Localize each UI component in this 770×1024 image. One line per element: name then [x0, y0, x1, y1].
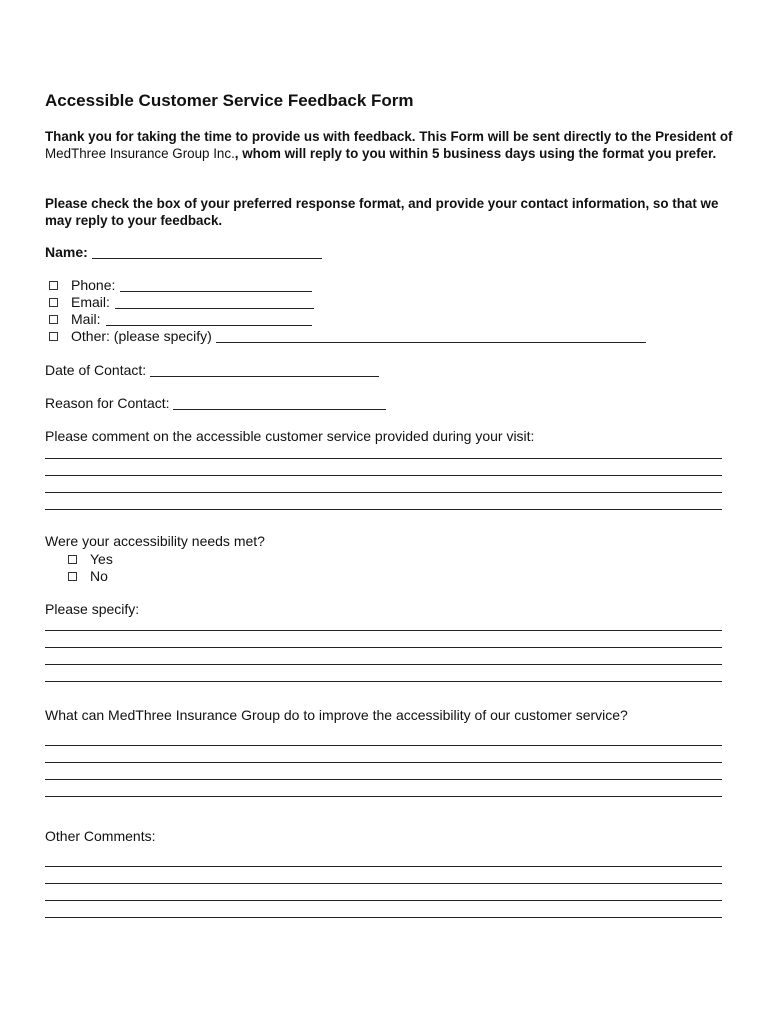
- phone-field[interactable]: [120, 291, 312, 292]
- name-label: Name:: [45, 244, 88, 260]
- phone-checkbox[interactable]: [49, 281, 58, 290]
- other-label: Other: (please specify): [71, 328, 212, 344]
- specify-line-2[interactable]: [45, 647, 722, 648]
- company-name: MedThree Insurance Group Inc.: [45, 146, 235, 161]
- other-checkbox[interactable]: [49, 332, 58, 341]
- date-label: Date of Contact:: [45, 362, 147, 378]
- improve-line-4[interactable]: [45, 796, 722, 797]
- other-comments-label: Other Comments:: [45, 828, 156, 844]
- improve-line-2[interactable]: [45, 762, 722, 763]
- name-field[interactable]: [92, 258, 322, 259]
- comment-line-3[interactable]: [45, 492, 722, 493]
- specify-line-1[interactable]: [45, 630, 722, 631]
- other-comments-line-4[interactable]: [45, 917, 722, 918]
- other-field[interactable]: [216, 342, 646, 343]
- email-checkbox[interactable]: [49, 298, 58, 307]
- no-label: No: [90, 568, 108, 584]
- comment-line-4[interactable]: [45, 509, 722, 510]
- other-comments-line-2[interactable]: [45, 883, 722, 884]
- mail-label: Mail:: [71, 311, 101, 327]
- no-checkbox[interactable]: [68, 572, 77, 581]
- intro-text-1: Thank you for taking the time to provide us with feedback. This Form will be sent directly to the President of: [45, 129, 733, 144]
- specify-line-4[interactable]: [45, 681, 722, 682]
- improve-question: What can MedThree Insurance Group do to improve the accessibility of our customer service?: [45, 707, 628, 723]
- comment-line-1[interactable]: [45, 458, 722, 459]
- other-comments-line-1[interactable]: [45, 866, 722, 867]
- mail-checkbox[interactable]: [49, 315, 58, 324]
- yes-label: Yes: [90, 551, 113, 567]
- email-label: Email:: [71, 294, 110, 310]
- comment-line-2[interactable]: [45, 475, 722, 476]
- specify-line-3[interactable]: [45, 664, 722, 665]
- improve-line-3[interactable]: [45, 779, 722, 780]
- other-comments-line-3[interactable]: [45, 900, 722, 901]
- intro-paragraph: [45, 128, 735, 162]
- yes-checkbox[interactable]: [68, 555, 77, 564]
- reason-label: Reason for Contact:: [45, 395, 170, 411]
- mail-field[interactable]: [106, 325, 312, 326]
- specify-prompt: Please specify:: [45, 601, 140, 617]
- phone-label: Phone:: [71, 277, 116, 293]
- instruction-paragraph: Please check the box of your preferred response format, and provide your contact information, so that we may reply to your feedback.: [45, 196, 719, 228]
- email-field[interactable]: [115, 308, 314, 309]
- comment-prompt: Please comment on the accessible customer service provided during your visit:: [45, 428, 535, 444]
- needs-question: Were your accessibility needs met?: [45, 533, 265, 549]
- form-title: Accessible Customer Service Feedback Form: [45, 91, 414, 110]
- reason-field[interactable]: [173, 409, 386, 410]
- improve-line-1[interactable]: [45, 745, 722, 746]
- intro-text-2: , whom will reply to you within 5 business days using the format you prefer.: [234, 146, 717, 161]
- date-field[interactable]: [150, 376, 379, 377]
